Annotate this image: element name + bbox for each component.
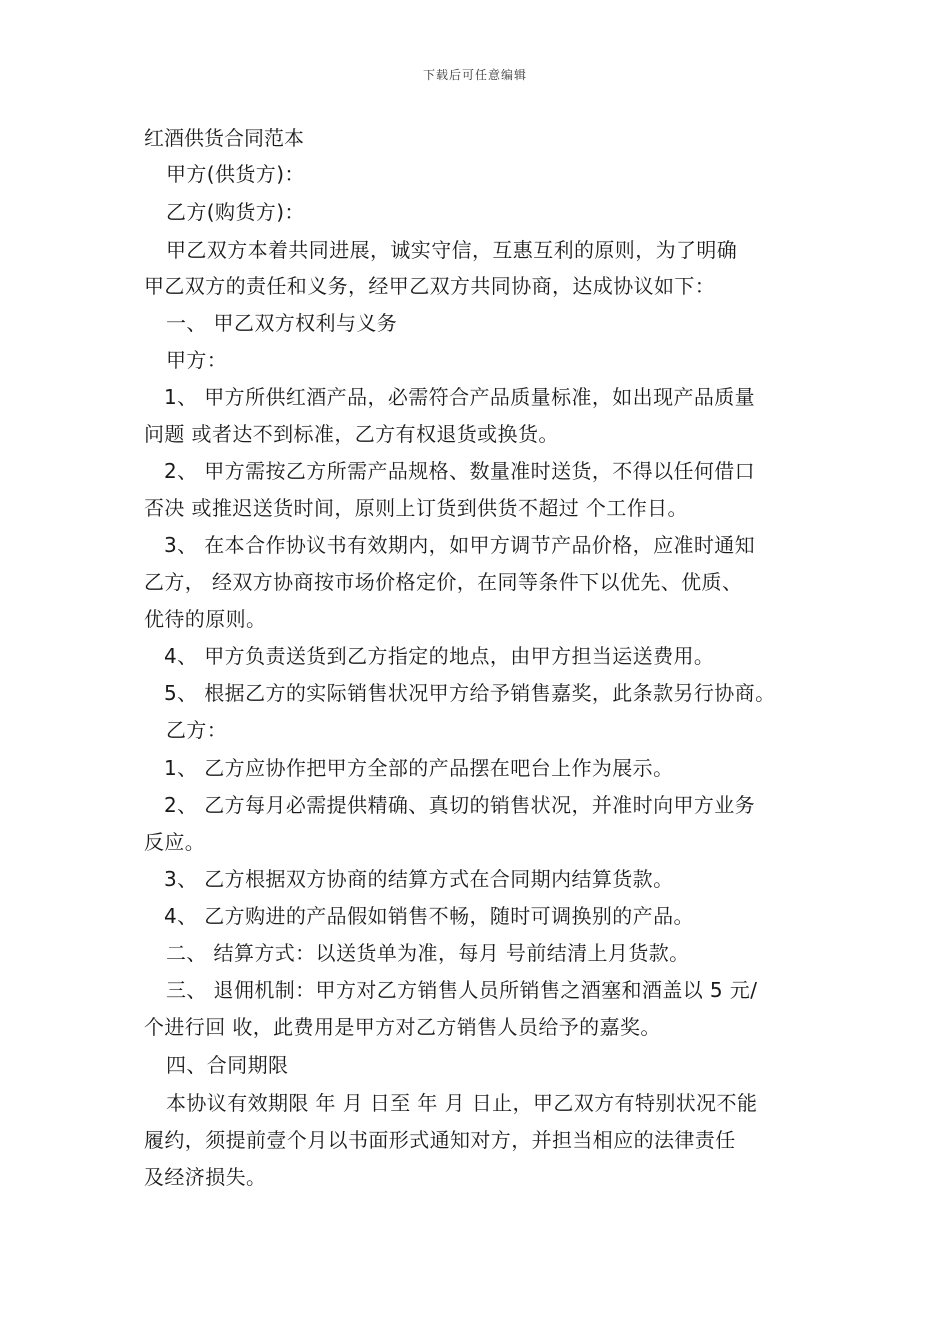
party-a-item-4: 4、 甲方负责送货到乙方指定的地点，由甲方担当运送费用。 [164,644,715,668]
party-a-item-5: 5、 根据乙方的实际销售状况甲方给予销售嘉奖，此条款另行协商。 [164,681,776,705]
intro-line-1: 甲乙双方本着共同进展，诚实守信，互惠互利的原则，为了明确 [166,238,738,262]
section-3-line-1: 三、 退佣机制：甲方对乙方销售人员所销售之酒塞和酒盖以 5 元/ [166,978,758,1002]
section-2: 二、 结算方式：以送货单为准，每月 号前结清上月货款。 [166,941,690,965]
party-a-heading: 甲方： [166,348,228,372]
header-note: 下载后可任意编辑 [422,68,527,82]
section-1-heading: 一、 甲乙双方权利与义务 [166,311,398,335]
party-b-item-2-line-1: 2、 乙方每月必需提供精确、真切的销售状况，并准时向甲方业务 [164,793,756,817]
party-b-heading: 乙方： [166,718,228,742]
party-b-item-3: 3、 乙方根据双方协商的结算方式在合同期内结算货款。 [164,867,674,891]
section-3-line-2: 个进行回 收，此费用是甲方对乙方销售人员给予的嘉奖。 [144,1015,661,1039]
party-a-item-3-line-2: 乙方， 经双方协商按市场价格定价，在同等条件下以优先、优质、 [144,570,743,594]
document-title: 红酒供货合同范本 [144,126,304,150]
term-line-2: 履约，须提前壹个月以书面形式通知对方，并担当相应的法律责任 [144,1128,736,1152]
party-a-item-3-line-1: 3、 在本合作协议书有效期内，如甲方调节产品价格，应准时通知 [164,533,756,557]
section-4-heading: 四、合同期限 [166,1053,289,1077]
party-b-label: 乙方(购货方)： [166,200,305,224]
term-line-1: 本协议有效期限 年 月 日至 年 月 日止，甲乙双方有特别状况不能 [166,1091,758,1115]
party-b-item-2-line-2: 反应。 [144,830,206,854]
party-a-item-1-line-1: 1、 甲方所供红酒产品，必需符合产品质量标准，如出现产品质量 [164,385,756,409]
intro-line-2: 甲乙双方的责任和义务，经甲乙双方共同协商，达成协议如下： [144,274,716,298]
term-line-3: 及经济损失。 [144,1165,267,1189]
party-a-item-2-line-2: 否决 或推迟送货时间，原则上订货到供货不超过 个工作日。 [144,496,688,520]
party-a-item-3-line-3: 优待的原则。 [144,607,267,631]
party-a-item-1-line-2: 问题 或者达不到标准，乙方有权退货或换货。 [144,422,559,446]
party-b-item-4: 4、 乙方购进的产品假如销售不畅，随时可调换别的产品。 [164,904,694,928]
party-a-item-2-line-1: 2、 甲方需按乙方所需产品规格、数量准时送货，不得以任何借口 [164,459,756,483]
party-b-item-1: 1、 乙方应协作把甲方全部的产品摆在吧台上作为展示。 [164,756,674,780]
party-a-label: 甲方(供货方)： [166,162,305,186]
